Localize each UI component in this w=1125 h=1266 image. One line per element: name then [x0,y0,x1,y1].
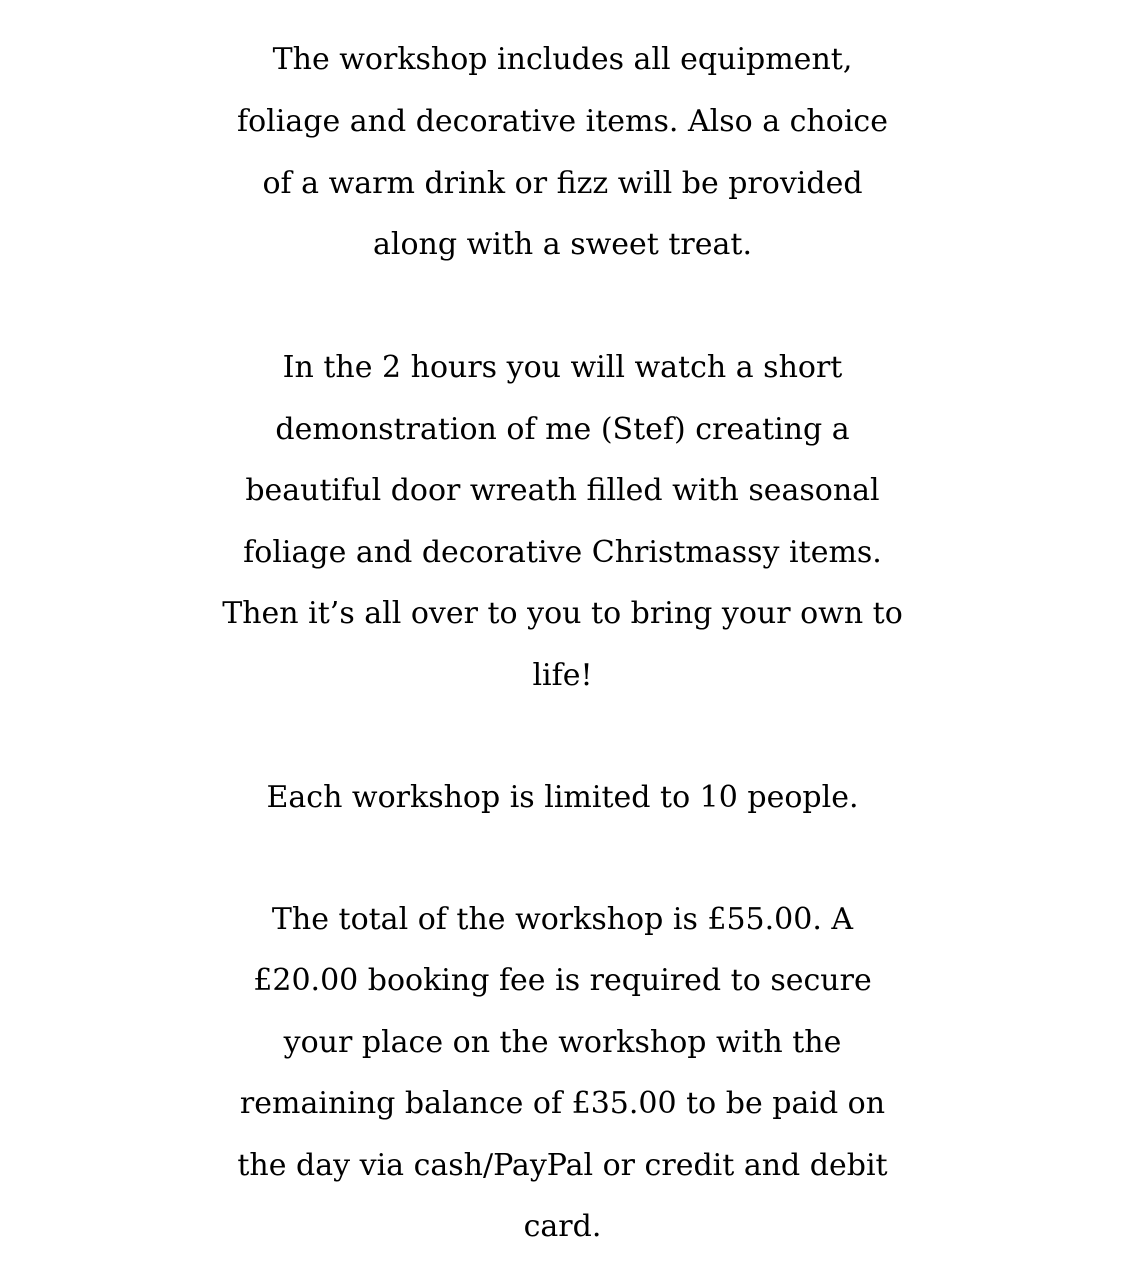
text-line: £20.00 booking fee is required to secure [253,963,872,998]
text-line: Then it’s all over to you to bring your own to [222,596,903,631]
text-line: demonstration of me (Stef) creating a [275,412,850,447]
text-line: remaining balance of £35.00 to be paid on [239,1086,886,1121]
text-line: The total of the workshop is £55.00. A [271,902,854,937]
text-line: Each workshop is limited to 10 people. [266,780,859,815]
text-line: the day via cash/PayPal or credit and debit [237,1148,888,1183]
text-line: In the 2 hours you will watch a short [282,350,843,385]
text-line: life! [532,658,593,693]
text-line: your place on the workshop with the [283,1025,842,1060]
text-line: foliage and decorative items. Also a choice [237,104,888,139]
text-line: along with a sweet treat. [372,227,752,262]
text-line: The workshop includes all equipment, [272,42,853,77]
text-line: beautiful door wreath filled with seasonal [245,473,880,508]
text-line: foliage and decorative Christmassy items. [243,535,882,570]
text-line: card. [523,1209,602,1244]
text-line: of a warm drink or fizz will be provided [262,166,863,201]
